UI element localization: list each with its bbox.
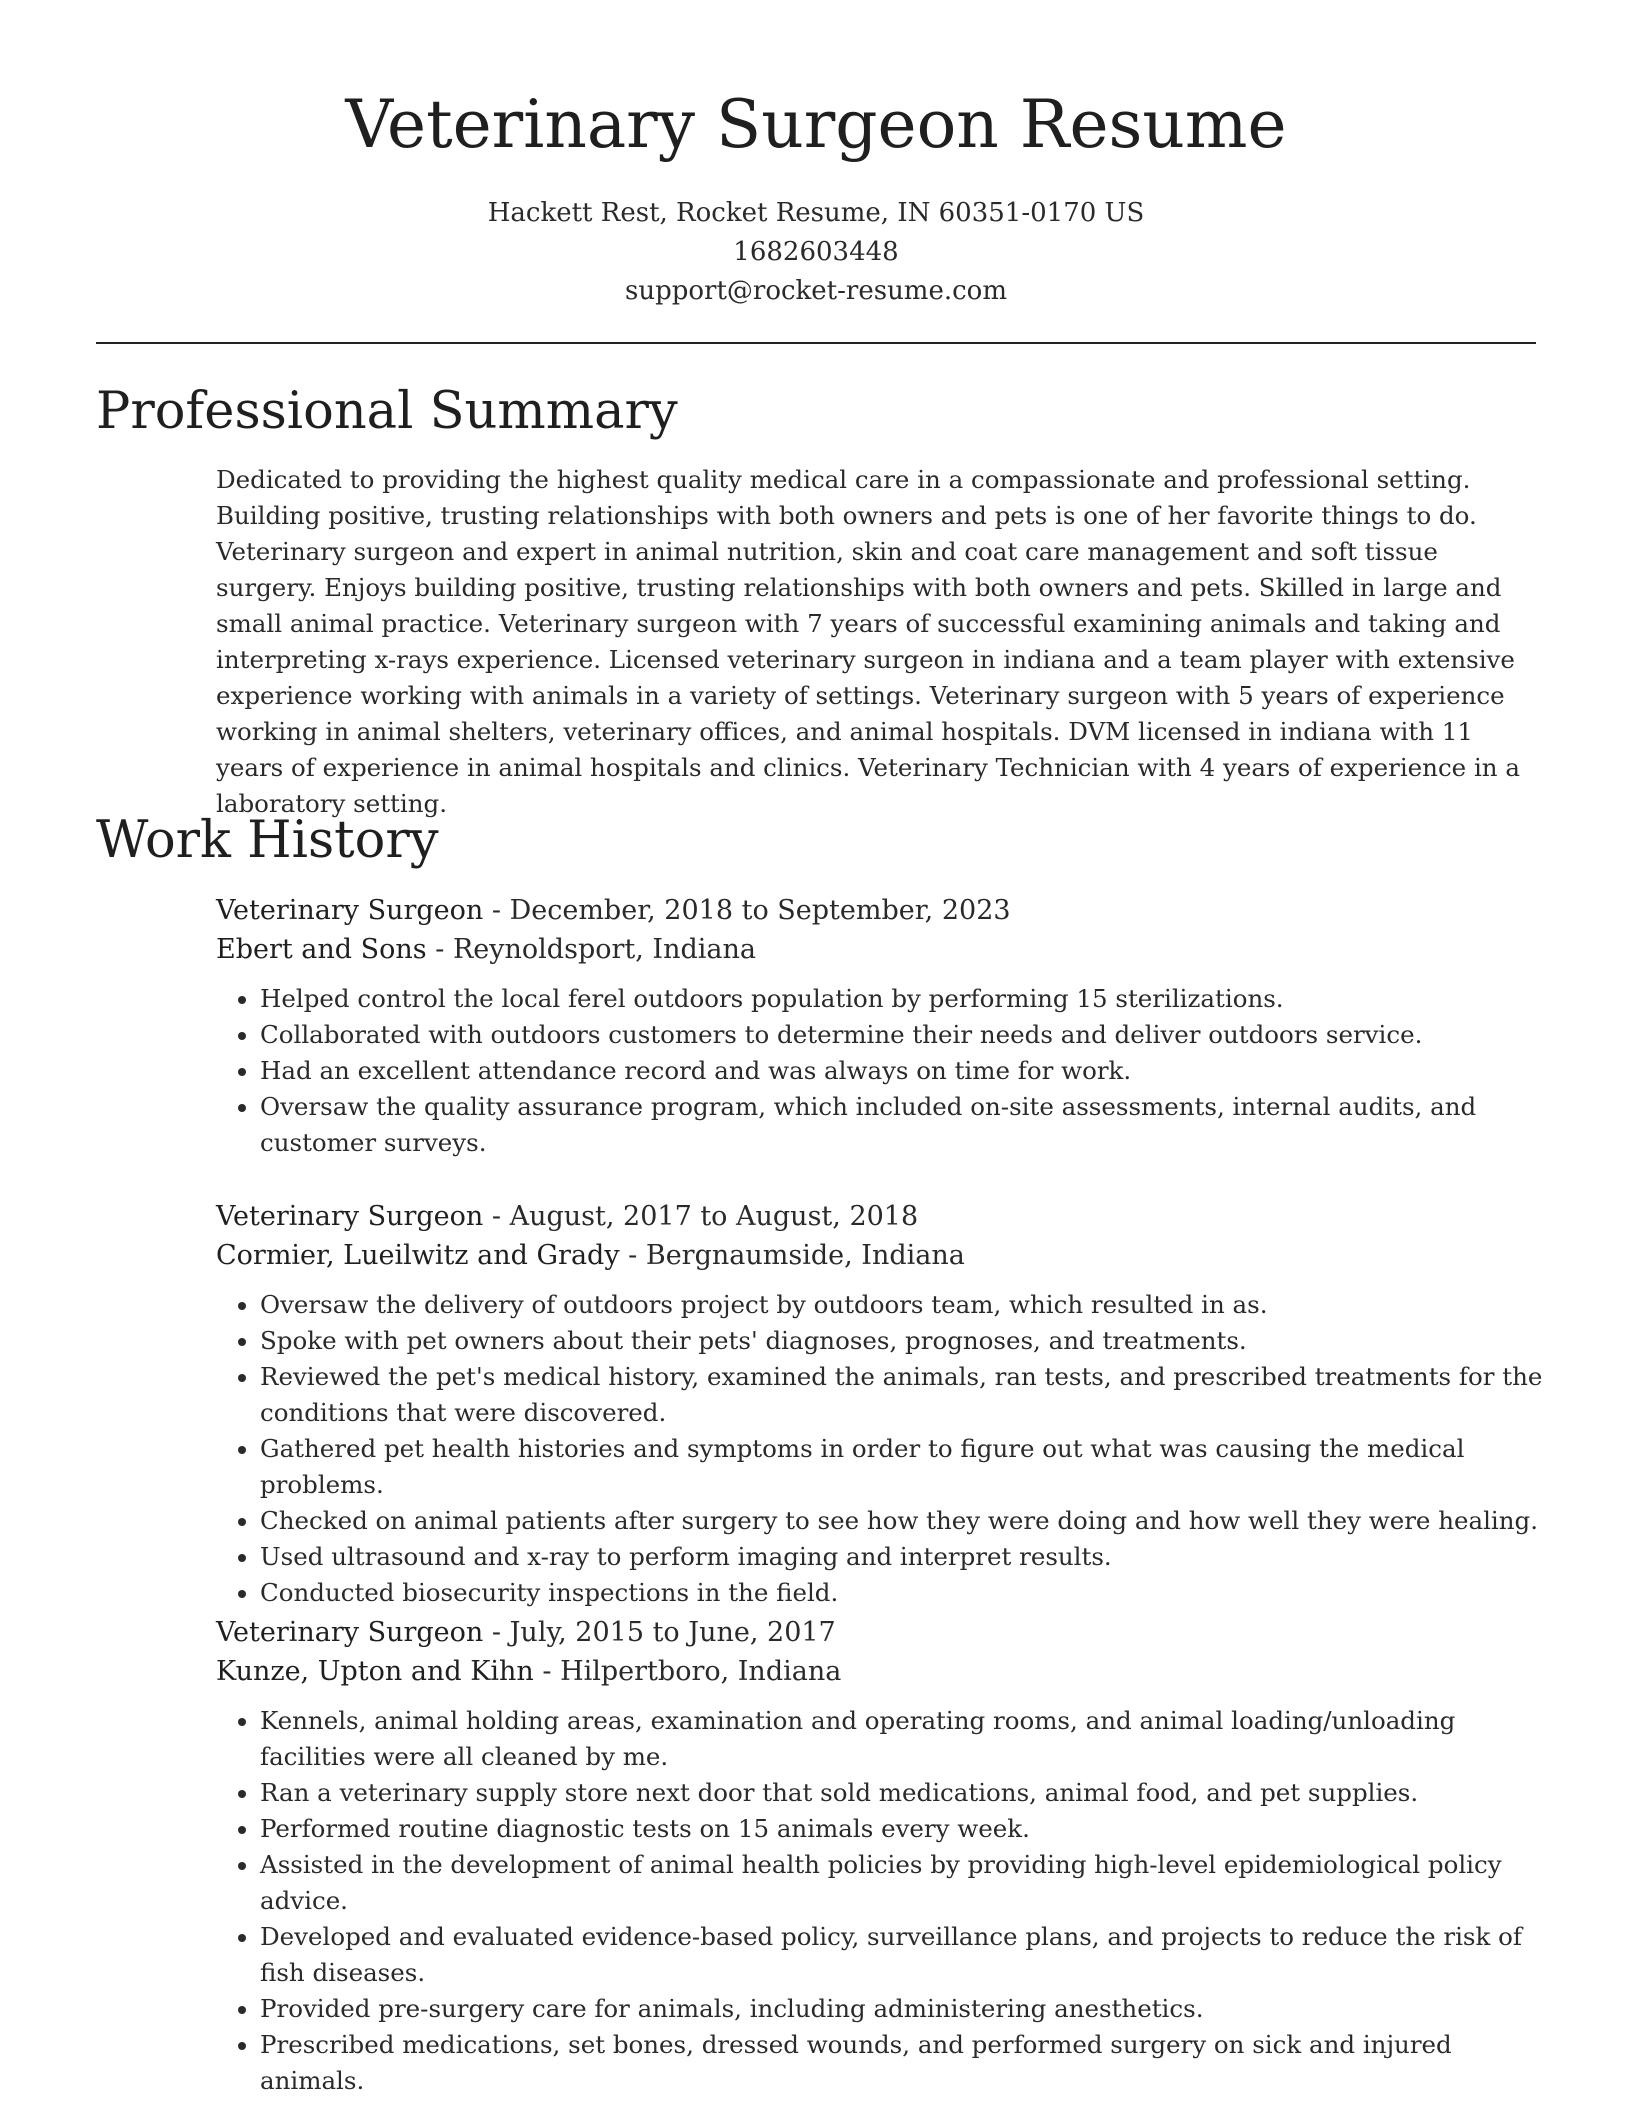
job-bullet: • Developed and evaluated evidence-based policy, surveillance plans, and projects to reduce the risk of fish diseases. [260,1919,1546,1991]
job-company-line [216,930,1546,969]
job-company-line [216,1236,1546,1275]
job-role: Veterinary Surgeon [216,895,484,926]
job-company: Kunze, Upton and Kihn [216,1656,534,1687]
job-location: - Reynoldsport, Indiana [426,934,756,965]
job-title-line [216,1613,1546,1652]
job-bullet: • Assisted in the development of animal health policies by providing high-level epidemiological policy advice. [260,1847,1546,1919]
resume-header [0,0,1632,311]
summary-heading: Professional Summary [96,382,678,441]
job-bullet: • Helped control the local ferel outdoors population by performing 15 sterilizations. [260,981,1546,1017]
contact-address: Hackett Rest, Rocket Resume, IN 60351-0170 US [487,198,1145,228]
job-bullet: • Kennels, animal holding areas, examination and operating rooms, and animal loading/unloading facilities were all cleaned by me. [260,1703,1546,1775]
resume-title: Veterinary Surgeon Resume [345,86,1287,163]
job-company: Cormier, Lueilwitz and Grady [216,1240,620,1271]
job-bullets [216,1703,1546,2099]
job-bullet: • Collaborated with outdoors customers to determine their needs and deliver outdoors service. [260,1017,1546,1053]
job-title-line [216,1197,1546,1236]
job-bullet: • Oversaw the delivery of outdoors project by outdoors team, which resulted in as. [260,1287,1546,1323]
job-bullet: • Provided pre-surgery care for animals, including administering anesthetics. [260,1991,1546,2027]
job-entry [216,1613,1546,2099]
job-location: - Bergnaumside, Indiana [619,1240,965,1271]
job-entry [216,1197,1546,1611]
job-bullet: • Conducted biosecurity inspections in the field. [260,1575,1546,1611]
job-title-line [216,891,1546,930]
job-bullet: • Oversaw the quality assurance program, which included on-site assessments, internal audits, and customer surveys. [260,1089,1546,1161]
job-bullet: • Checked on animal patients after surgery to see how they were doing and how well they were healing. [260,1503,1546,1539]
contact-email: support@rocket-resume.com [624,276,1007,306]
job-dates: - July, 2015 to June, 2017 [483,1617,836,1648]
job-bullet: • Performed routine diagnostic tests on 15 animals every week. [260,1811,1546,1847]
summary-text: Dedicated to providing the highest quality medical care in a compassionate and professional setting. Building positive, trusting relationships with both owners and pets is one of her favorite things to do. Veterinary surgeon and expert in animal nutrition, skin and coat care management and soft tissue surgery. Enjoys building positive, trusting relationships with both owners and pets. Skilled in large and small animal practice. Veterinary surgeon with 7 years of successful examining animals and taking and interpreting x-rays experience. Licensed veterinary surgeon in indiana and a team player with extensive experience working with animals in a variety of settings. Veterinary surgeon with 5 years of experience working in animal shelters, veterinary offices, and animal hospitals. DVM licensed in indiana with 11 years of experience in animal hospitals and clinics. Veterinary Technician with 4 years of experience in a laboratory setting. [216,465,1520,818]
contact-phone: 1682603448 [733,237,899,267]
job-bullet: • Had an excellent attendance record and was always on time for work. [260,1053,1546,1089]
job-bullet: • Gathered pet health histories and symptoms in order to figure out what was causing the medical problems. [260,1431,1546,1503]
job-dates: - December, 2018 to September, 2023 [483,895,1011,926]
job-entry [216,891,1546,1161]
job-bullet: • Prescribed medications, set bones, dressed wounds, and performed surgery on sick and injured animals. [260,2027,1546,2099]
job-bullets [216,1287,1546,1611]
job-location: - Hilpertboro, Indiana [533,1656,842,1687]
header-divider [96,342,1536,344]
job-bullet: • Reviewed the pet's medical history, examined the animals, ran tests, and prescribed treatments for the conditions that were discovered. [260,1359,1546,1431]
job-bullet: • Ran a veterinary supply store next door that sold medications, animal food, and pet supplies. [260,1775,1546,1811]
job-dates: - August, 2017 to August, 2018 [483,1201,919,1232]
job-company-line [216,1652,1546,1691]
job-role: Veterinary Surgeon [216,1617,484,1648]
job-bullet: • Used ultrasound and x-ray to perform imaging and interpret results. [260,1539,1546,1575]
contact-block [0,194,1632,311]
work-history-heading: Work History [96,811,439,870]
job-role: Veterinary Surgeon [216,1201,484,1232]
job-bullet: • Spoke with pet owners about their pets' diagnoses, prognoses, and treatments. [260,1323,1546,1359]
job-bullets [216,981,1546,1161]
job-company: Ebert and Sons [216,934,427,965]
